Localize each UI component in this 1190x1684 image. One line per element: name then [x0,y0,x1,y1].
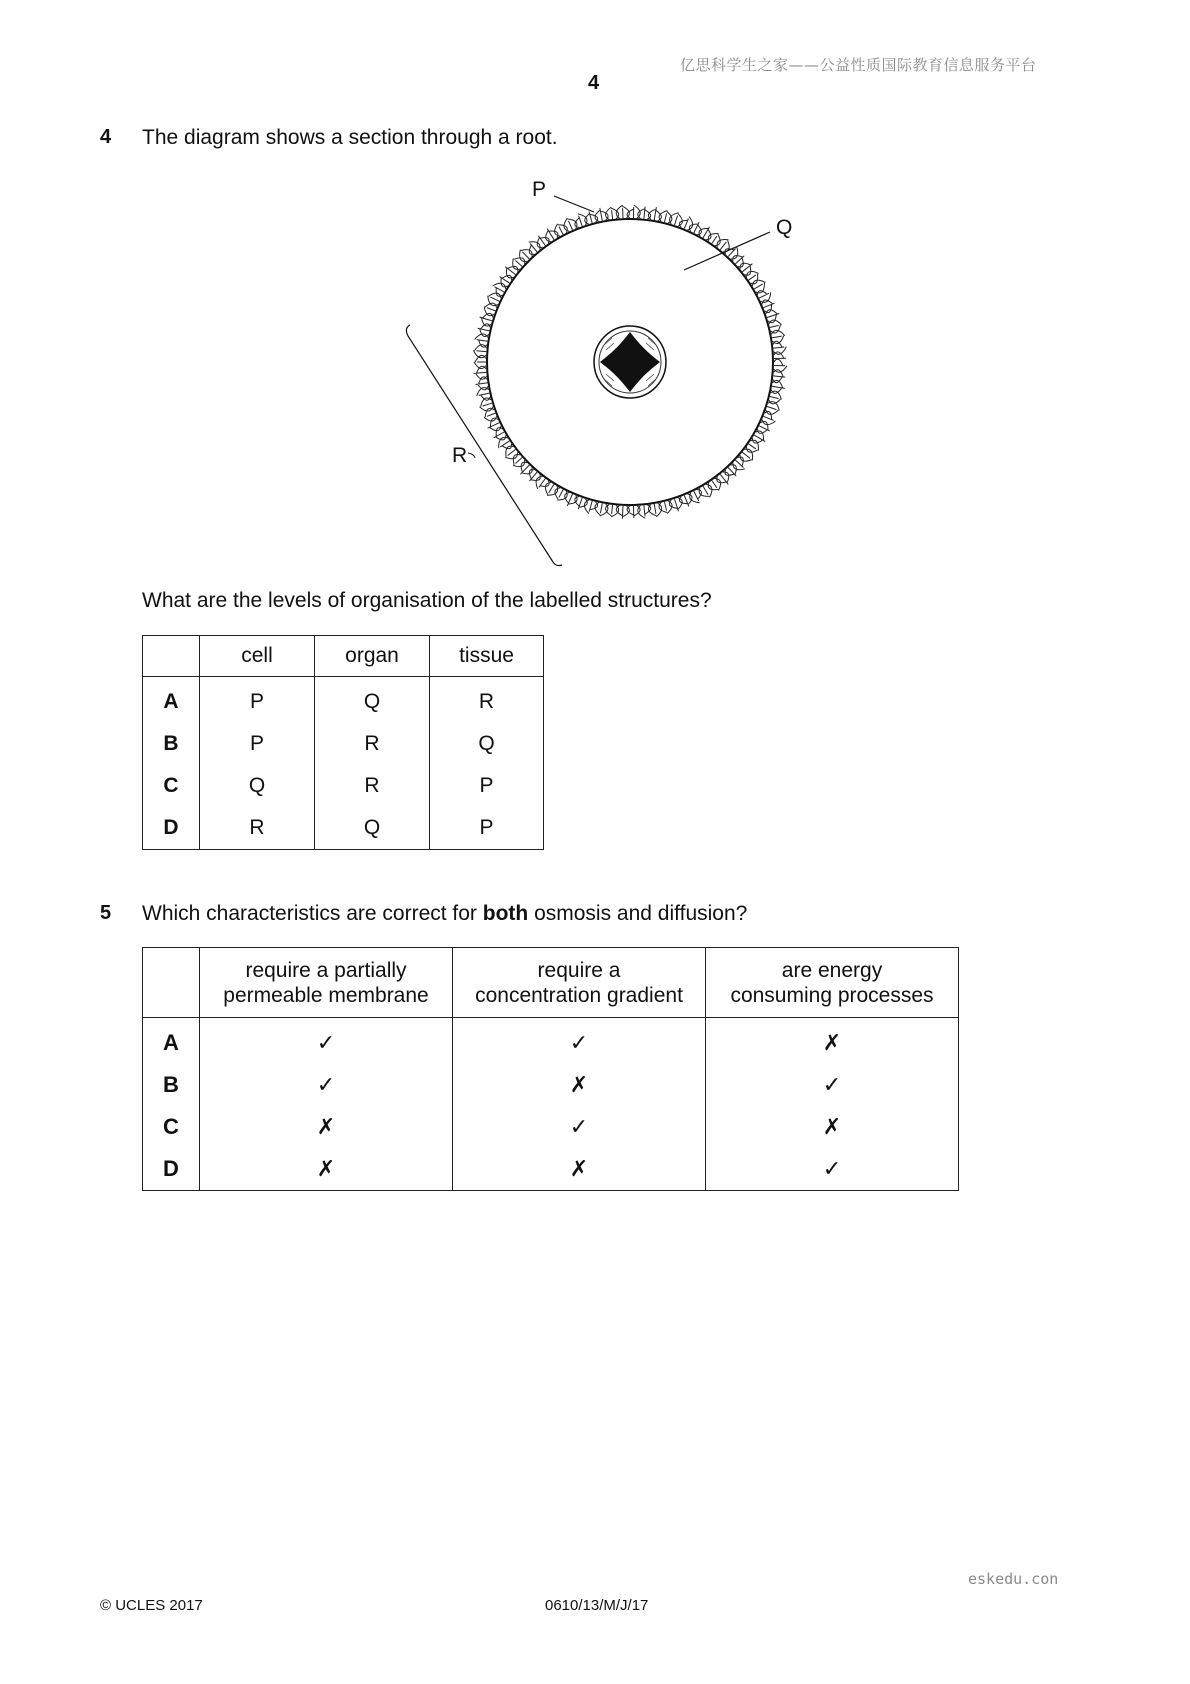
table-cell: ✗ [200,1106,453,1148]
table-header-cell: cell [200,636,315,677]
table-header-cell [143,948,200,1018]
table-row [143,1018,959,1065]
option-label: A [143,677,200,724]
table-row [143,723,544,765]
footer-copyright: © UCLES 2017 [100,1597,203,1614]
table-cell: ✗ [453,1064,706,1106]
table-cell: ✓ [706,1064,959,1106]
table-cell: ✓ [453,1018,706,1065]
option-label: D [143,807,200,850]
question-5-text [142,902,747,926]
table-header-row [143,636,544,677]
label-p: P [532,178,547,201]
label-r-bracket [406,325,562,566]
table-cell: ✗ [453,1148,706,1191]
table-row [143,1148,959,1191]
label-r-tick [468,453,475,458]
question-5-options-table [142,947,959,1191]
question-5-text-bold: both [482,902,529,925]
table-cell: Q [315,677,430,724]
option-label: C [143,1106,200,1148]
table-header-cell: require a partially permeable membrane [200,948,453,1018]
table-header-cell: are energy consuming processes [706,948,959,1018]
table-cell: Q [200,765,315,807]
label-p-leader [554,196,594,212]
table-cell: R [315,765,430,807]
label-q: Q [776,216,793,239]
table-cell: ✓ [200,1018,453,1065]
table-cell: ✗ [200,1148,453,1191]
question-5-text-part: Which characteristics are correct for [142,902,483,925]
table-row [143,765,544,807]
table-cell: ✗ [706,1106,959,1148]
table-cell: ✓ [200,1064,453,1106]
table-cell: R [315,723,430,765]
table-cell: ✗ [706,1018,959,1065]
page-number: 4 [588,72,600,94]
table-header-cell: organ [315,636,430,677]
question-5-number: 5 [100,902,112,924]
table-header-row [143,948,959,1018]
table-cell: R [200,807,315,850]
table-header-cell: tissue [430,636,544,677]
table-cell: P [430,765,544,807]
option-label: C [143,765,200,807]
table-cell: Q [430,723,544,765]
table-header-cell: require a concentration gradient [453,948,706,1018]
footer-watermark: eskedu.con [968,1570,1059,1588]
table-header-cell [143,636,200,677]
root-section-diagram [380,170,820,570]
table-cell: P [200,677,315,724]
option-label: A [143,1018,200,1065]
table-cell: P [200,723,315,765]
label-r: R [452,444,468,467]
table-row [143,807,544,850]
footer-paper-code: 0610/13/M/J/17 [545,1597,649,1614]
question-4-number: 4 [100,126,112,148]
option-label: B [143,1064,200,1106]
table-cell: P [430,807,544,850]
question-4-options-table [142,635,544,850]
table-cell: R [430,677,544,724]
option-label: D [143,1148,200,1191]
header-watermark: 亿思科学生之家——公益性质国际教育信息服务平台 [680,56,1037,74]
question-4-text: The diagram shows a section through a root. [142,126,558,149]
table-cell: ✓ [453,1106,706,1148]
table-row [143,677,544,724]
table-cell: ✓ [706,1148,959,1191]
table-cell: Q [315,807,430,850]
label-q-leader [684,232,770,270]
question-4-prompt: What are the levels of organisation of the labelled structures? [142,589,712,612]
question-5-text-part: osmosis and diffusion? [528,902,748,925]
option-label: B [143,723,200,765]
table-row [143,1106,959,1148]
table-row [143,1064,959,1106]
